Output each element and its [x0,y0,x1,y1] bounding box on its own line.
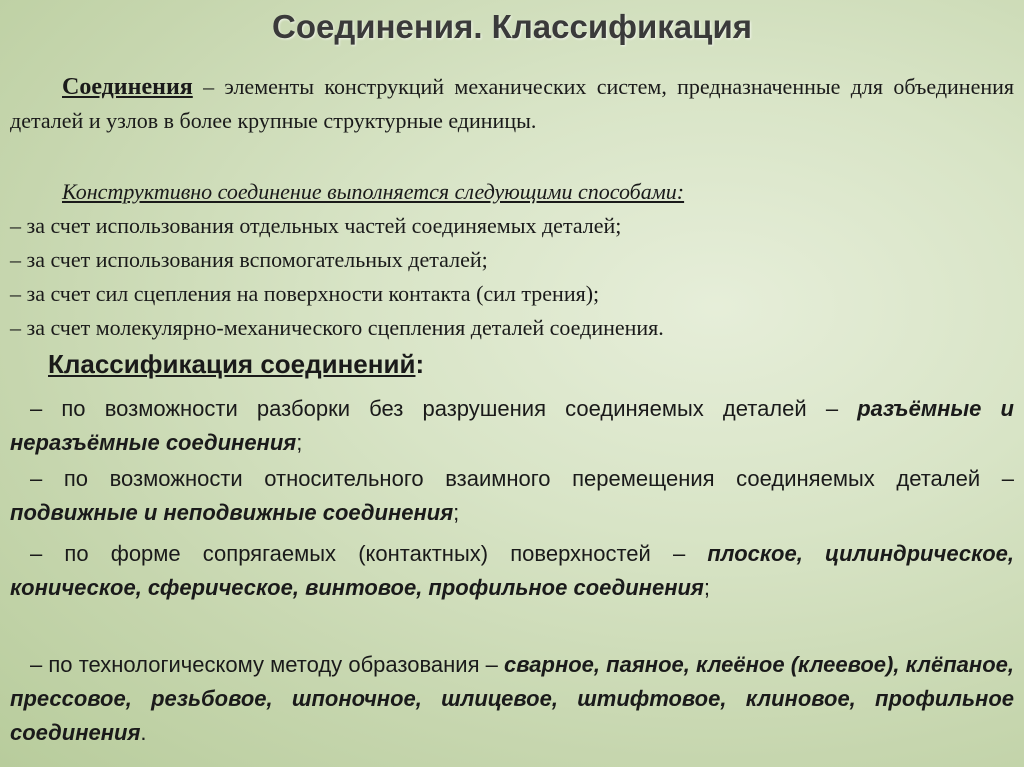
classification-item-types: сварное, паяное, клеёное (клеевое), клёпаное, прессовое, резьбовое, шпоночное, шлицевое, штифтовое, клиновое, профильное соединения [10,652,1014,745]
methods-block [10,175,1014,345]
method-item: – за счет молекулярно-механического сцепления деталей соединения. [10,315,664,340]
classification-heading [48,349,424,380]
classification-heading-colon: : [415,349,425,379]
method-item: – за счет использования вспомогательных деталей; [10,247,488,272]
classification-item-types: плоское, цилиндрическое, коническое, сферическое, винтовое, профильное соединения [10,541,1015,600]
classification-item-dash: – [30,396,62,421]
classification-item [10,462,1014,530]
slide-title: Соединения. Классификация [272,8,752,45]
classification-item-dash: – [30,652,49,677]
definition-text: элементы конструкций механических систем, предназначенные для объединения деталей и узлов в более крупные структурные единицы. [10,74,1015,133]
classification-item-end: . [140,720,147,745]
classification-item-types: подвижные и неподвижные соединения [10,500,454,525]
classification-item [10,537,1014,605]
method-item: – за счет сил сцепления на поверхности контакта (сил трения); [10,281,600,306]
classification-item-criterion: по возможности разборки без разрушения соединяемых деталей – [61,396,858,421]
classification-heading-text: Классификация соединений [48,349,416,379]
classification-item-end: ; [453,500,460,525]
methods-heading: Конструктивно соединение выполняется следующими способами: [62,179,685,204]
classification-item-dash: – [30,466,64,491]
classification-item-end: ; [703,575,711,600]
classification-item [10,648,1014,750]
definition-paragraph [10,70,1014,138]
definition-dash: – [192,74,225,99]
classification-item-end: ; [296,430,303,455]
classification-item [10,392,1014,460]
classification-item-types: разъёмные и неразъёмные соединения [10,396,1014,455]
classification-item-criterion: по форме сопрягаемых (контактных) поверхностей – [64,541,708,566]
definition-term: Соединения [62,74,193,100]
method-item: – за счет использования отдельных частей соединяемых деталей; [10,213,622,238]
classification-item-criterion: по технологическому методу образования – [48,652,505,677]
classification-item-dash: – [30,541,65,566]
classification-item-criterion: по возможности относительного взаимного перемещения соединяемых деталей – [63,466,1014,491]
